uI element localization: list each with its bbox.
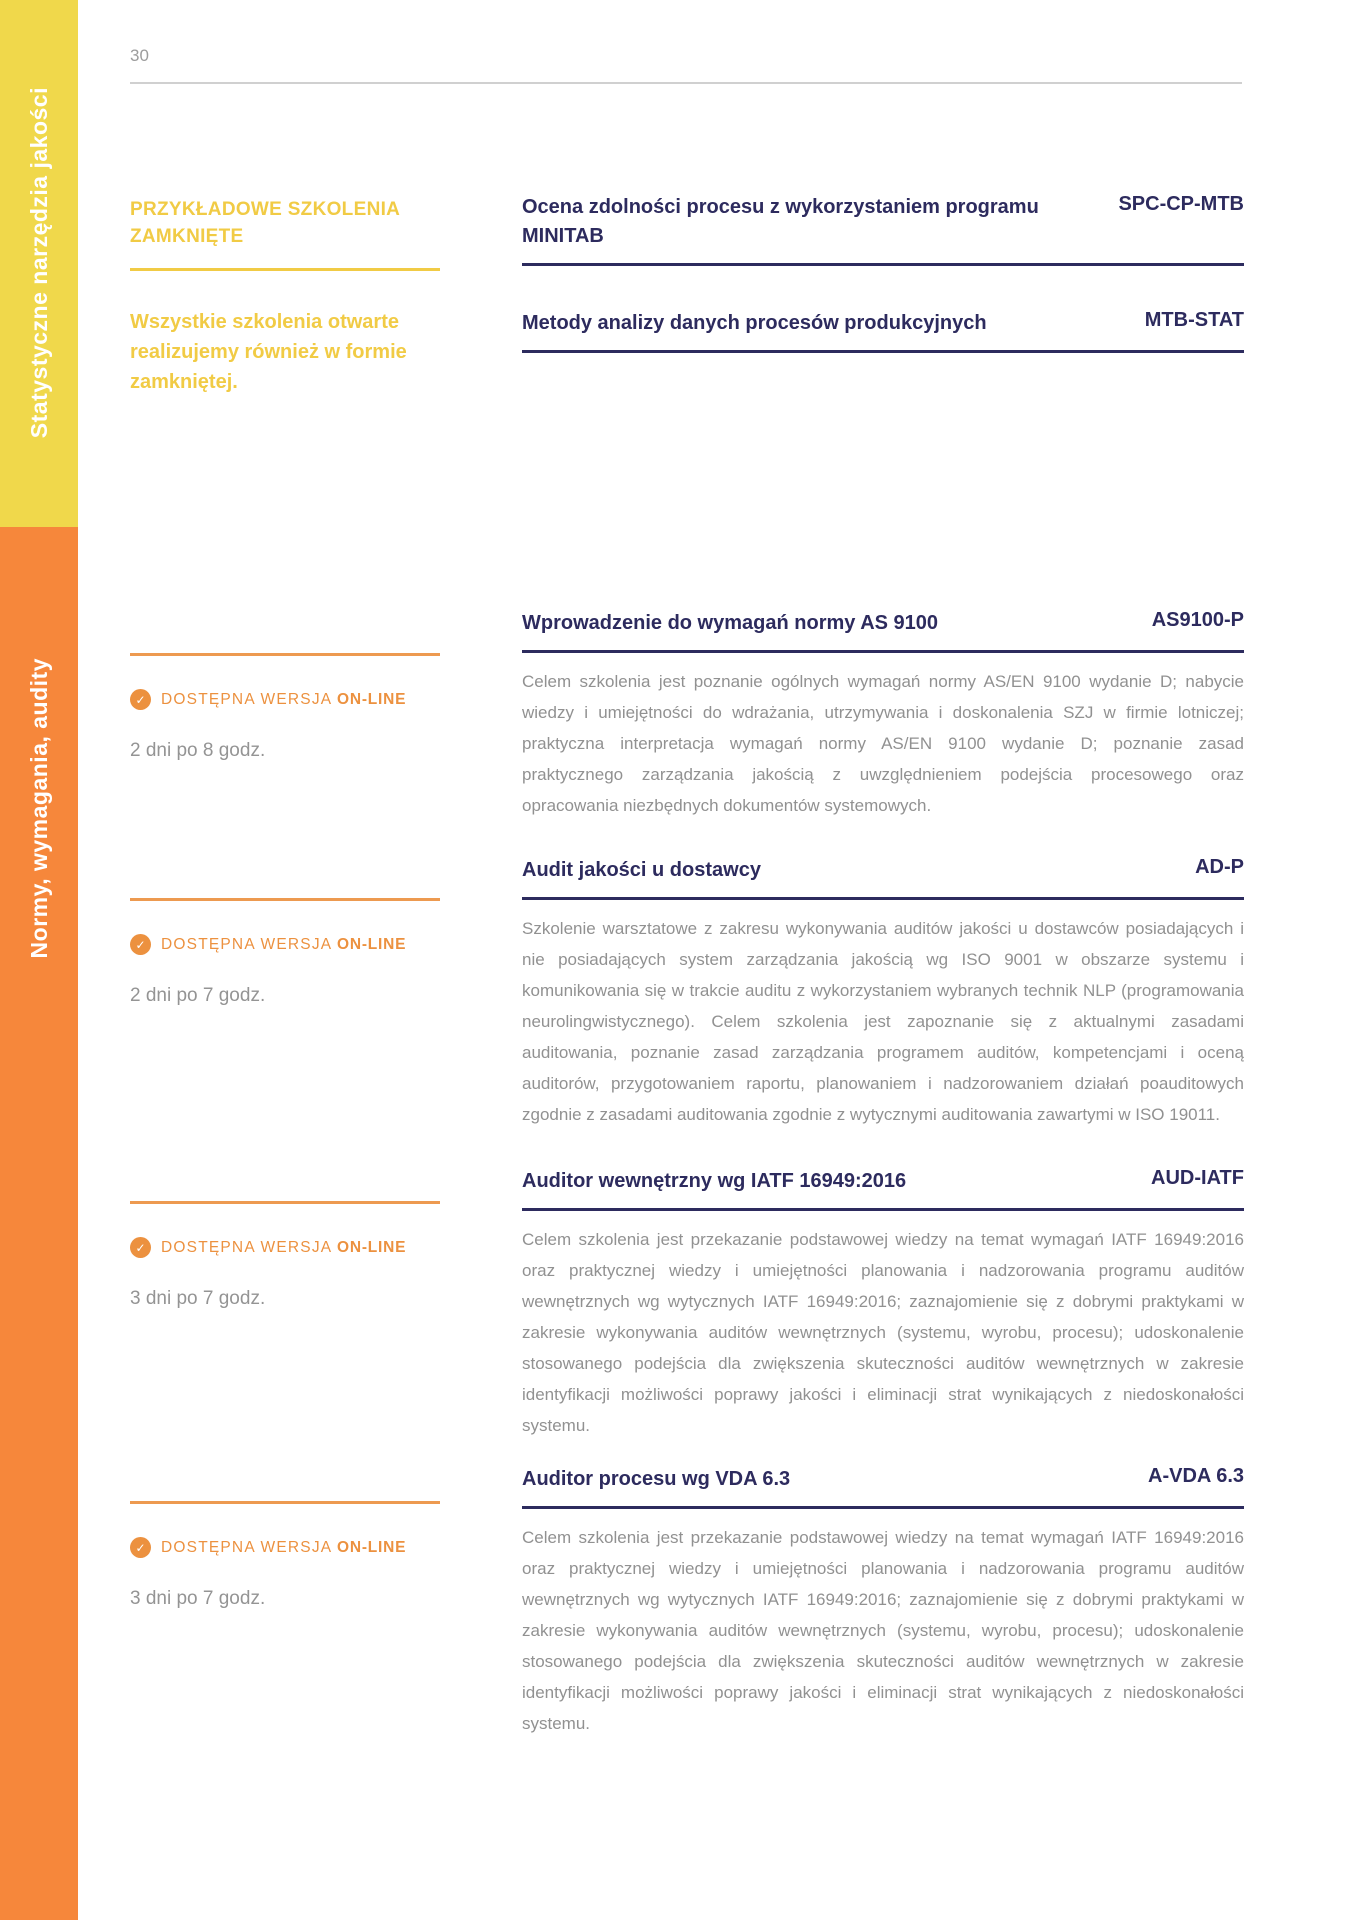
course-title: Metody analizy danych procesów produkcyjnych: [522, 312, 987, 334]
online-badge-bold: ON-LINE: [336, 1238, 407, 1256]
course-meta-row: [130, 1201, 442, 1310]
header-rule: [130, 82, 1242, 84]
online-badge-prefix: DOSTĘPNA WERSJA: [161, 690, 337, 708]
course-meta-row: [130, 653, 442, 762]
duration-text: 2 dni po 7 godz.: [130, 985, 266, 1006]
course-section: [522, 609, 1244, 821]
page-number: 30: [130, 46, 149, 65]
online-badge: [130, 1237, 442, 1258]
online-badge: [130, 1537, 442, 1558]
closed-trainings-heading: PRZYKŁADOWE SZKOLENIA ZAMKNIĘTE: [130, 199, 400, 247]
course-divider: [522, 1506, 1244, 1509]
sidebar-yellow-label-box: [0, 40, 78, 485]
course-code: AUD-IATF: [1151, 1167, 1244, 1189]
course-section: [522, 1167, 1244, 1441]
duration-text: 3 dni po 7 godz.: [130, 1288, 266, 1309]
check-icon: ✓: [130, 1537, 151, 1558]
online-badge-bold: ON-LINE: [336, 690, 407, 708]
left-divider: [130, 1201, 440, 1204]
online-badge-text: [161, 936, 406, 954]
course-divider: [522, 650, 1244, 653]
sidebar-orange-label-box: [0, 588, 78, 1028]
course-description: Celem szkolenia jest przekazanie podstawowej wiedzy na temat wymagań IATF 16949:2016 oraz praktycznej wiedzy i umiejętności planowania i nadzorowania programu auditów wewnętrznych wg wytycznych IATF 16949:2016; zaznajomienie się z dobrymi praktykami w zakresie wykonywania auditów wewnętrznych (systemu, wyrobu, procesu); udoskonalenie stosowanego podejścia dla zwiększenia skuteczności auditów wewnętrznych w zakresie identyfikacji możliwości poprawy jakości i eliminacji strat wynikających z niedoskonałości systemu.: [522, 1528, 1244, 1733]
course-title-row: [522, 1465, 1244, 1494]
course-divider: [522, 350, 1244, 353]
heading-underline: [130, 268, 440, 271]
course-divider: [522, 263, 1244, 266]
course-section: [522, 193, 1244, 266]
course-title: Ocena zdolności procesu z wykorzystaniem programu MINITAB: [522, 196, 1039, 247]
left-divider: [130, 1501, 440, 1504]
online-badge: [130, 689, 442, 710]
sidebar-yellow-label: Statystyczne narzędzia jakości: [25, 86, 52, 439]
duration-text: 2 dni po 8 godz.: [130, 740, 266, 761]
course-title: Wprowadzenie do wymagań normy AS 9100: [522, 612, 939, 634]
course-description: Szkolenie warsztatowe z zakresu wykonywania auditów jakości u dostawców posiadających i nie posiadających system zarządzania jakością wg ISO 9001 w obszarze systemu i komunikowania się w trakcie auditu z wykorzystaniem wybranych technik NLP (programowania neurolingwistycznego). Celem szkolenia jest zapoznanie się z aktualnymi zasadami auditowania, poznanie zasad zarządzania programem auditów, kompetencjami i oceną auditorów, przygotowaniem raportu, planowaniem i nadzorowaniem działań poauditowych zgodnie z zasadami auditowania zgodnie z wytycznymi auditowania zawartymi w ISO 19011.: [522, 919, 1244, 1124]
sidebar-orange-label: Normy, wymagania, audity: [25, 657, 52, 959]
online-badge-bold: ON-LINE: [336, 935, 407, 953]
course-divider: [522, 897, 1244, 900]
course-divider: [522, 1208, 1244, 1211]
course-title: Audit jakości u dostawcy: [522, 859, 761, 881]
course-code: AD-P: [1195, 856, 1244, 878]
left-divider: [130, 653, 440, 656]
course-code: MTB-STAT: [1144, 309, 1244, 331]
course-code: A-VDA 6.3: [1148, 1465, 1244, 1487]
check-icon: ✓: [130, 934, 151, 955]
course-title-row: [522, 856, 1244, 885]
closed-trainings-note: Wszystkie szkolenia otwarte realizujemy również w formie zamkniętej.: [130, 311, 407, 393]
check-icon: ✓: [130, 689, 151, 710]
online-badge-text: [161, 691, 406, 709]
course-meta-row: [130, 1501, 442, 1610]
online-badge-prefix: DOSTĘPNA WERSJA: [161, 1538, 337, 1556]
check-icon: ✓: [130, 1237, 151, 1258]
course-code: AS9100-P: [1151, 609, 1244, 631]
course-section: [522, 309, 1244, 353]
course-section: [522, 1465, 1244, 1739]
course-description: Celem szkolenia jest przekazanie podstawowej wiedzy na temat wymagań IATF 16949:2016 oraz praktycznej wiedzy i umiejętności planowania i nadzorowania programu auditów wewnętrznych wg wytycznych IATF 16949:2016; zaznajomienie się z dobrymi praktykami w zakresie wykonywania auditów wewnętrznych (systemu, wyrobu, procesu); udoskonalenie stosowanego podejścia dla zwiększenia skuteczności auditów wewnętrznych w zakresie identyfikacji możliwości poprawy jakości i eliminacji strat wynikających z niedoskonałości systemu.: [522, 1230, 1244, 1435]
course-meta-row: [130, 898, 442, 1007]
online-badge: [130, 934, 442, 955]
course-section: [522, 856, 1244, 1130]
course-title-row: [522, 309, 1244, 338]
course-code: SPC-CP-MTB: [1118, 193, 1244, 215]
course-title: Auditor procesu wg VDA 6.3: [522, 1468, 791, 1490]
online-badge-text: [161, 1239, 406, 1257]
course-title: Auditor wewnętrzny wg IATF 16949:2016: [522, 1170, 907, 1192]
online-badge-prefix: DOSTĘPNA WERSJA: [161, 935, 337, 953]
left-divider: [130, 898, 440, 901]
duration-text: 3 dni po 7 godz.: [130, 1588, 266, 1609]
course-description: Celem szkolenia jest poznanie ogólnych wymagań normy AS/EN 9100 wydanie D; nabycie wiedzy i umiejętności do wdrażania, utrzymywania i doskonalenia SZJ w firmie lotniczej; praktyczna interpretacja wymagań normy AS/EN 9100 wydanie D; poznanie zasad praktycznego zarządzania jakością z uwzględnieniem podejścia procesowego oraz opracowania niezbędnych dokumentów systemowych.: [522, 672, 1244, 815]
online-badge-prefix: DOSTĘPNA WERSJA: [161, 1238, 337, 1256]
course-title-row: [522, 1167, 1244, 1196]
course-title-row: [522, 609, 1244, 638]
online-badge-bold: ON-LINE: [336, 1538, 407, 1556]
online-badge-text: [161, 1539, 406, 1557]
course-title-row: [522, 193, 1244, 251]
